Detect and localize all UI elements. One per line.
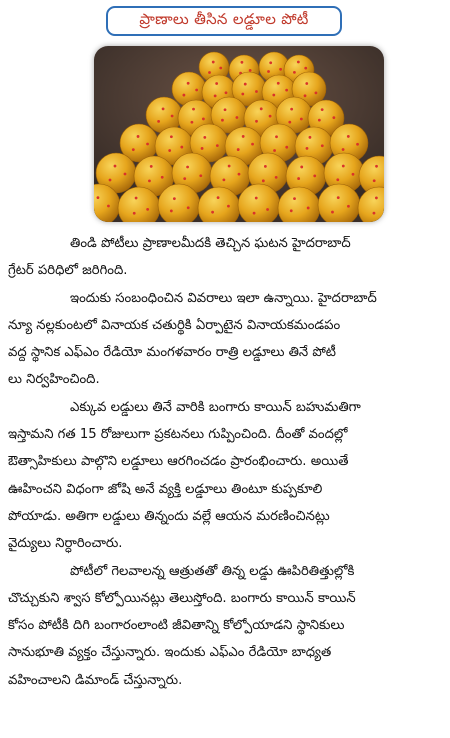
laddu-speckle — [307, 207, 310, 210]
laddu-speckle — [321, 144, 324, 147]
laddu-speckle — [269, 115, 272, 118]
laddu-speckle — [114, 165, 117, 168]
paragraph-3-line-3: ఔత్సాహికులు పాల్గొని లడ్డూలు ఆరగించడం ప్రారంభించారు. అయితే — [8, 454, 349, 470]
paragraph-4-line-2: చొచ్చుకుని శ్వాస కోల్పోయినట్లు తెలుస్తోంది. బంగారు కాయిన్ కాయిన్ — [8, 590, 356, 606]
paragraph-4-line-4: సానుభూతి వ్యక్తం చేస్తున్నారు. ఇందుకు ఎఫ్ఎం రేడియో బాధ్యత — [8, 645, 332, 661]
laddu-speckle — [279, 68, 282, 71]
laddu-speckle — [277, 82, 280, 85]
laddu-pile-image — [94, 46, 384, 222]
laddu-speckle — [150, 165, 153, 168]
laddu-speckle — [264, 165, 267, 168]
laddu-speckle — [290, 108, 293, 111]
laddu-speckle — [191, 121, 194, 124]
laddu-speckle — [260, 107, 263, 110]
laddu-speckle — [161, 176, 164, 179]
laddu-speckle — [109, 179, 112, 182]
paragraph-3-line-2: ఇస్తామని గత 15 రోజులుగా ప్రకటనలు గుప్పించింది. దీంతో వందల్లో — [8, 427, 348, 443]
laddu-speckle — [146, 143, 149, 146]
laddu-speckle — [373, 179, 376, 182]
laddu-speckle — [183, 177, 186, 180]
laddu-speckle — [201, 147, 204, 150]
laddu-speckle — [222, 178, 225, 181]
laddu-ball — [158, 184, 200, 222]
laddu-speckle — [211, 211, 214, 214]
laddu-speckle — [293, 197, 296, 200]
laddu-speckle — [304, 67, 307, 70]
laddu-speckle — [309, 136, 312, 139]
paragraph-4-line-1: పోటీలో గెలవాలన్న ఆత్రుతతో తిన్న లడ్డు ఊపిరితిత్తుల్లోకి — [70, 563, 355, 579]
laddu-speckle — [192, 108, 195, 111]
laddu-speckle — [187, 82, 190, 85]
laddu-speckle — [97, 196, 100, 199]
laddu-speckle — [203, 136, 206, 139]
laddu-speckle — [337, 196, 340, 199]
laddu-speckle — [342, 148, 345, 151]
laddu-speckle — [285, 146, 288, 149]
paragraph-3-line-5: పోయాడు. అతిగా లడ్డులు తిన్నందు వల్లే ఆయన మరణించినట్లు — [8, 508, 330, 524]
laddu-speckle — [373, 212, 376, 215]
laddu-speckle — [183, 94, 186, 97]
laddu-speckle — [267, 70, 270, 73]
laddu-speckle — [107, 205, 110, 208]
laddu-photo — [94, 46, 384, 222]
laddu-speckle — [297, 61, 300, 64]
laddu-speckle — [304, 94, 307, 97]
laddu-speckle — [244, 83, 247, 86]
laddu-speckle — [208, 71, 211, 74]
laddu-speckle — [224, 108, 227, 111]
laddu-speckle — [356, 143, 359, 146]
laddu-speckle — [180, 146, 183, 149]
laddu-speckle — [228, 165, 231, 168]
laddu-speckle — [216, 144, 219, 147]
headline-box — [106, 6, 342, 36]
paragraph-1-line-2: గ్రేటర్ పరిధిలో జరిగింది. — [8, 263, 128, 279]
laddu-speckle — [215, 82, 218, 85]
paragraph-4-line-3: కోసం పోటీకి దిగి బంగారంలాంటి జీవితాన్ని కోల్పోయాడని స్థానికులు — [8, 618, 345, 634]
laddu-speckle — [148, 180, 151, 183]
laddu-speckle — [255, 90, 258, 93]
laddu-speckle — [227, 205, 230, 208]
laddu-speckle — [375, 197, 378, 200]
laddu-speckle — [225, 91, 228, 94]
laddu-speckle — [170, 135, 173, 138]
laddu-speckle — [236, 116, 239, 119]
laddu-speckle — [195, 89, 198, 92]
laddu-speckle — [300, 118, 303, 121]
article-body — [8, 230, 442, 694]
laddu-speckle — [221, 119, 224, 122]
laddu-speckle — [187, 206, 190, 209]
laddu-speckle — [275, 135, 278, 138]
laddu-speckle — [352, 173, 355, 176]
laddu-speckle — [212, 61, 215, 64]
laddu-speckle — [251, 143, 254, 146]
laddu-speckle — [290, 209, 293, 212]
laddu-speckle — [137, 135, 140, 138]
paragraph-2-line-2: న్యూ నల్లకుంటలో వినాయక చతుర్థికి ఏర్పాటైన వినాయకమండపం — [8, 317, 341, 333]
paragraph-3-line-1: ఎక్కువ లడ్డులు తినే వారికి బంగారు కాయిన్ బహుమతిగా — [70, 399, 361, 415]
paragraph-1-line-1: తిండి పోటీలు ప్రాణాలమీదకి తెచ్చిన ఘటన హైదరాబాద్ — [70, 236, 351, 251]
laddu-speckle — [135, 197, 138, 200]
paragraph-2-line-3: వద్ద స్థానిక ఎఫ్ఎం రేడియో మంగళవారం రాత్రి లడ్డూలు తినే పోటీ — [8, 345, 336, 361]
laddu-speckle — [306, 147, 309, 150]
laddu-speckle — [318, 119, 321, 122]
laddu-speckle — [262, 179, 265, 182]
laddu-speckle — [238, 173, 241, 176]
laddu-speckle — [342, 165, 345, 168]
laddu-speckle — [288, 121, 291, 124]
laddu-speckle — [347, 135, 350, 138]
laddu-speckle — [146, 208, 149, 211]
laddu-speckle — [202, 118, 205, 121]
paragraph-4-line-5: వహించాలని డిమాండ్ చేస్తున్నారు. — [8, 672, 183, 688]
laddu-speckle — [300, 166, 303, 169]
laddu-speckle — [241, 93, 244, 96]
laddu-speckle — [162, 107, 165, 110]
laddu-speckle — [285, 89, 288, 92]
paragraph-2-line-1: ఇందుకు సంబంధించిన వివరాలు ఇలా ఉన్నాయి. హైదరాబాద్ — [70, 290, 377, 306]
laddu-speckle — [132, 148, 135, 151]
laddu-speckle — [305, 82, 308, 85]
headline: ప్రాణాలు తీసిన లడ్డూల పోటీ — [139, 10, 309, 28]
laddu-speckle — [242, 135, 245, 138]
laddu-speckle — [157, 120, 160, 123]
laddu-speckle — [171, 115, 174, 118]
laddu-speckle — [375, 165, 378, 168]
laddu-speckle — [168, 149, 171, 152]
laddu-speckle — [249, 69, 252, 72]
laddu-speckle — [313, 174, 316, 177]
laddu-speckle — [253, 212, 256, 215]
laddu-speckle — [331, 211, 334, 214]
laddu-speckle — [272, 94, 275, 97]
laddu-speckle — [199, 174, 202, 177]
laddu-speckle — [293, 71, 296, 74]
laddu-speckle — [186, 166, 189, 169]
laddu-speckle — [347, 205, 350, 208]
laddu-speckle — [170, 210, 173, 213]
laddu-speckle — [321, 108, 324, 111]
laddu-ball — [238, 184, 280, 222]
laddu-speckle — [266, 208, 269, 211]
laddu-speckle — [173, 197, 176, 200]
paragraph-3-line-4: ఊహించని విధంగా జోషి అనే వ్యక్తి లడ్డూలు తింటూ కుప్పకూలి — [8, 481, 323, 497]
laddu-speckle — [255, 197, 258, 200]
paragraph-3-line-6: వైద్యులు నిర్ధారించారు. — [8, 536, 123, 552]
laddu-speckle — [273, 149, 276, 152]
laddu-speckle — [297, 177, 300, 180]
laddu-speckle — [219, 67, 222, 70]
laddu-speckle — [133, 212, 136, 215]
laddu-speckle — [214, 94, 217, 97]
laddu-speckle — [241, 61, 244, 64]
laddu-speckle — [269, 61, 272, 64]
laddu-speckle — [217, 196, 220, 199]
laddu-speckle — [275, 176, 278, 179]
laddu-speckle — [255, 120, 258, 123]
laddu-speckle — [332, 116, 335, 119]
laddu-speckle — [124, 173, 127, 176]
laddu-speckle — [315, 91, 318, 94]
paragraph-2-line-4: లు నిర్వహించింది. — [8, 372, 100, 388]
laddu-speckle — [336, 178, 339, 181]
laddu-speckle — [237, 148, 240, 151]
laddu-ball — [318, 184, 360, 222]
